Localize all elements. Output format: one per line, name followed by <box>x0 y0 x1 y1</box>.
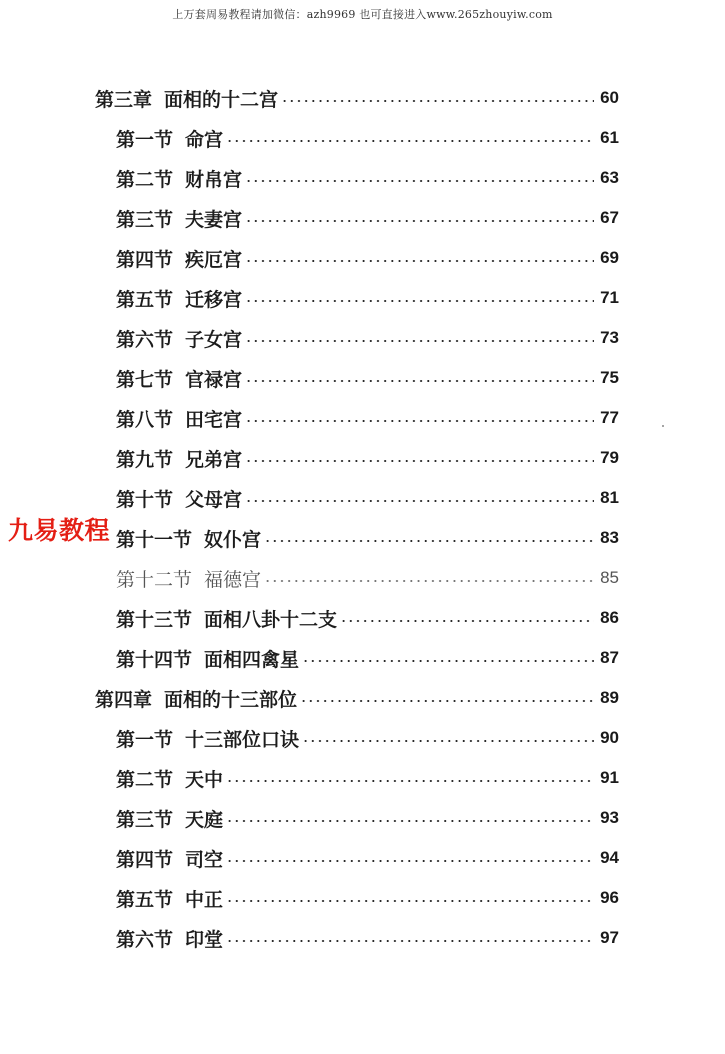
toc-label <box>116 445 242 472</box>
dot-leader <box>340 620 594 622</box>
toc-title: 面相的十二宫 <box>164 88 279 111</box>
toc-label <box>116 165 242 192</box>
toc-page-number: 60 <box>600 88 619 107</box>
dot-leader <box>245 500 594 502</box>
dot-leader <box>226 940 594 942</box>
toc-page-number: 89 <box>600 688 619 707</box>
dot-leader <box>245 340 594 342</box>
toc-page-number: 75 <box>600 368 619 387</box>
toc-section <box>116 480 619 516</box>
toc-number: 第十一节 <box>116 528 193 551</box>
toc-section <box>116 760 619 796</box>
toc-chapter <box>95 680 619 716</box>
dot-leader <box>302 740 594 742</box>
dot-leader <box>245 380 594 382</box>
toc-number: 第十三节 <box>116 608 193 631</box>
dot-leader <box>245 460 594 462</box>
toc-label <box>116 205 242 232</box>
toc-section <box>116 800 619 836</box>
toc-number: 第五节 <box>116 288 174 311</box>
toc-page-number: 79 <box>600 448 619 467</box>
toc-section <box>116 880 619 916</box>
toc-section <box>116 240 619 276</box>
dot-leader <box>226 140 594 142</box>
toc-number: 第四节 <box>116 848 174 871</box>
toc-title: 印堂 <box>185 928 224 951</box>
toc-page-number: 61 <box>600 128 619 147</box>
toc-title: 官禄宫 <box>185 368 243 391</box>
toc-page-number: 86 <box>600 608 619 627</box>
toc-page-number: 77 <box>600 408 619 427</box>
toc-title: 子女宫 <box>185 328 243 351</box>
toc-section <box>116 840 619 876</box>
toc-number: 第六节 <box>116 328 174 351</box>
dot-leader <box>302 660 594 662</box>
toc-label <box>116 325 242 352</box>
toc-page-number: 63 <box>600 168 619 187</box>
toc-label <box>116 245 242 272</box>
toc-label <box>116 925 223 952</box>
dot-leader <box>264 540 594 542</box>
dot-leader <box>281 100 594 102</box>
toc-section <box>116 280 619 316</box>
toc-page-number: 94 <box>600 848 619 867</box>
toc-title: 天中 <box>185 768 224 791</box>
toc-number: 第二节 <box>116 768 174 791</box>
toc-page-number: 93 <box>600 808 619 827</box>
toc-title: 福德宫 <box>204 568 262 591</box>
toc-number: 第九节 <box>116 448 174 471</box>
toc-number: 第八节 <box>116 408 174 431</box>
toc-title: 兄弟宫 <box>185 448 243 471</box>
dot-leader <box>245 420 594 422</box>
toc-section <box>116 320 619 356</box>
toc-title: 十三部位口诀 <box>185 728 300 751</box>
toc-title: 疾厄宫 <box>185 248 243 271</box>
toc-title: 面相四禽星 <box>204 648 300 671</box>
dot-leader <box>245 180 594 182</box>
toc-page-number: 73 <box>600 328 619 347</box>
toc-section <box>116 600 619 636</box>
toc-label <box>116 805 223 832</box>
toc-title: 田宅宫 <box>185 408 243 431</box>
toc-number: 第十四节 <box>116 648 193 671</box>
toc-page-number: 71 <box>600 288 619 307</box>
toc-number: 第六节 <box>116 928 174 951</box>
toc-label <box>95 85 278 112</box>
toc-title: 命宫 <box>185 128 224 151</box>
toc-label <box>116 765 223 792</box>
toc-label <box>116 525 261 552</box>
toc-number: 第三节 <box>116 808 174 831</box>
toc-number: 第十节 <box>116 488 174 511</box>
toc-number: 第四节 <box>116 248 174 271</box>
toc-label <box>116 605 337 632</box>
toc-page-number: 90 <box>600 728 619 747</box>
toc-number: 第四章 <box>95 688 153 711</box>
dot-leader <box>264 580 594 582</box>
toc-title: 司空 <box>185 848 224 871</box>
dot-leader <box>226 820 594 822</box>
toc-section <box>116 360 619 396</box>
toc-title: 中正 <box>185 888 224 911</box>
toc-label <box>95 685 297 712</box>
toc-title: 财帛宫 <box>185 168 243 191</box>
toc-section <box>116 120 619 156</box>
dot-leader <box>245 220 594 222</box>
toc-label <box>116 845 223 872</box>
dot-leader <box>300 700 594 702</box>
toc-section <box>116 920 619 956</box>
toc-section <box>116 720 619 756</box>
dot-leader <box>226 780 594 782</box>
toc-page-number: 67 <box>600 208 619 227</box>
header-note: 上万套周易教程请加微信：azh9969 也可直接进入www.265zhouyiw.com <box>172 8 553 21</box>
toc-label <box>116 885 223 912</box>
toc-page-number: 69 <box>600 248 619 267</box>
dot-leader <box>245 260 594 262</box>
toc-label <box>116 285 242 312</box>
toc-section <box>116 640 619 676</box>
toc-number: 第五节 <box>116 888 174 911</box>
toc-label <box>116 725 299 752</box>
toc-section <box>116 440 619 476</box>
toc-section <box>116 160 619 196</box>
toc-label <box>116 125 223 152</box>
toc-page-number: 91 <box>600 768 619 787</box>
toc-section <box>116 520 619 556</box>
toc-section <box>116 400 619 436</box>
dot-leader <box>245 300 594 302</box>
toc-label <box>116 565 261 592</box>
toc-label <box>116 405 242 432</box>
toc-page-number: 96 <box>600 888 619 907</box>
scan-speck <box>662 425 664 427</box>
toc-page-number: 97 <box>600 928 619 947</box>
toc-title: 面相八卦十二支 <box>204 608 338 631</box>
toc-title: 迁移宫 <box>185 288 243 311</box>
toc-number: 第一节 <box>116 128 174 151</box>
toc-number: 第三节 <box>116 208 174 231</box>
toc-title: 天庭 <box>185 808 224 831</box>
toc-title: 奴仆宫 <box>204 528 262 551</box>
dot-leader <box>226 860 594 862</box>
watermark-logo: 九易教程 <box>8 516 111 545</box>
toc-page-number: 85 <box>600 568 619 587</box>
toc-title: 父母宫 <box>185 488 243 511</box>
toc-section <box>116 560 619 596</box>
toc-section <box>116 200 619 236</box>
toc-number: 第三章 <box>95 88 153 111</box>
toc-number: 第一节 <box>116 728 174 751</box>
toc-page-number: 81 <box>600 488 619 507</box>
toc-number: 第七节 <box>116 368 174 391</box>
toc-number: 第二节 <box>116 168 174 191</box>
toc-page-number: 83 <box>600 528 619 547</box>
toc-label <box>116 645 299 672</box>
toc-page-number: 87 <box>600 648 619 667</box>
toc-title: 夫妻宫 <box>185 208 243 231</box>
toc-label <box>116 365 242 392</box>
toc-title: 面相的十三部位 <box>164 688 298 711</box>
toc-chapter <box>95 80 619 116</box>
dot-leader <box>226 900 594 902</box>
toc-label <box>116 485 242 512</box>
toc-number: 第十二节 <box>116 568 193 591</box>
